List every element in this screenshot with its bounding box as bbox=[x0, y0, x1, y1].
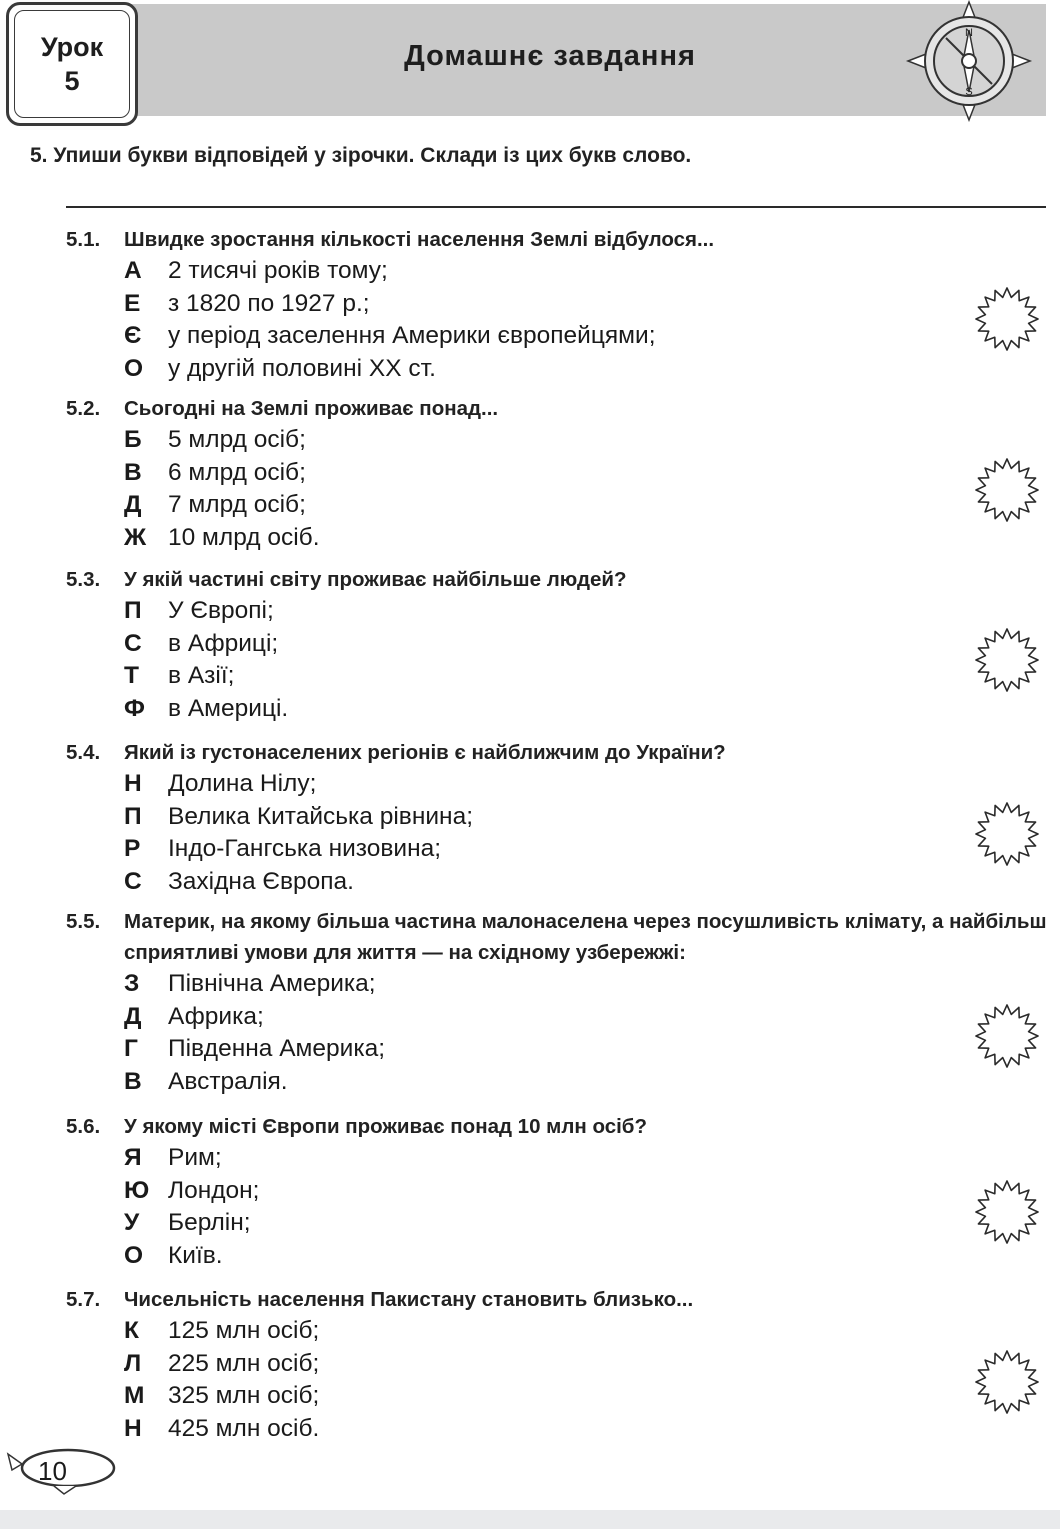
option-letter: Б bbox=[124, 426, 142, 453]
option-text: Західна Європа. bbox=[168, 867, 354, 895]
option-text: в Америці. bbox=[168, 694, 289, 722]
answer-option bbox=[124, 595, 1056, 628]
question-7 bbox=[66, 1284, 1056, 1445]
question-2 bbox=[66, 393, 1056, 554]
question-text: Який із густонаселених регіонів є найближчим до України? bbox=[124, 741, 726, 764]
answer-star-3[interactable] bbox=[972, 628, 1042, 692]
option-letter: П bbox=[124, 802, 142, 830]
option-letter: З bbox=[124, 970, 140, 997]
option-letter: П bbox=[124, 597, 142, 624]
answer-star-2[interactable] bbox=[972, 458, 1042, 522]
answer-option bbox=[124, 1175, 1056, 1208]
option-text: 225 млн осіб; bbox=[168, 1349, 320, 1377]
option-text: у другій половині XX ст. bbox=[168, 354, 436, 382]
answer-option bbox=[124, 968, 1056, 1001]
answer-option bbox=[124, 424, 1056, 457]
compass-icon bbox=[904, 0, 1034, 122]
option-letter: Ж bbox=[124, 523, 147, 551]
compass-north-label: N bbox=[965, 27, 973, 39]
option-letter: Г bbox=[124, 1035, 138, 1062]
option-text: Північна Америка; bbox=[168, 970, 376, 997]
option-letter: В bbox=[124, 1067, 142, 1095]
option-text: 6 млрд осіб; bbox=[168, 458, 306, 486]
question-number: 5.1. bbox=[66, 228, 101, 251]
question-number: 5.6. bbox=[66, 1115, 101, 1138]
option-text: Долина Нілу; bbox=[168, 770, 317, 797]
answer-line[interactable] bbox=[66, 206, 1046, 208]
question-number: 5.4. bbox=[66, 741, 101, 764]
question-4 bbox=[66, 737, 1056, 898]
option-letter: С bbox=[124, 867, 142, 895]
answer-option bbox=[124, 1001, 1056, 1034]
option-text: Рим; bbox=[168, 1144, 222, 1171]
answer-option bbox=[124, 1142, 1056, 1175]
answer-option bbox=[124, 255, 1056, 288]
option-text: 10 млрд осіб. bbox=[168, 523, 320, 551]
option-letter: С bbox=[124, 629, 142, 657]
answer-option bbox=[124, 489, 1056, 522]
option-text: в Азії; bbox=[168, 662, 235, 689]
option-letter: К bbox=[124, 1317, 139, 1344]
answer-option bbox=[124, 768, 1056, 801]
lesson-number: 5 bbox=[64, 66, 80, 96]
answer-star-4[interactable] bbox=[972, 802, 1042, 866]
option-text: Лондон; bbox=[168, 1176, 260, 1204]
option-text: Африка; bbox=[168, 1002, 264, 1030]
question-header bbox=[66, 737, 1056, 768]
answer-option bbox=[124, 628, 1056, 661]
answer-star-1[interactable] bbox=[972, 287, 1042, 351]
option-text: 2 тисячі років тому; bbox=[168, 257, 388, 284]
option-text: Південна Америка; bbox=[168, 1035, 386, 1062]
option-text: У Європі; bbox=[168, 597, 274, 624]
option-text: Берлін; bbox=[168, 1209, 251, 1236]
question-text: У якій частині світу проживає найбільше людей? bbox=[124, 568, 627, 591]
option-text: Індо-Гангська низовина; bbox=[168, 835, 442, 862]
answer-option bbox=[124, 866, 1056, 899]
answer-option bbox=[124, 1380, 1056, 1413]
answer-option bbox=[124, 522, 1056, 555]
option-letter: Д bbox=[124, 1002, 142, 1030]
answer-option bbox=[124, 660, 1056, 693]
question-header bbox=[66, 906, 1056, 968]
option-text: 7 млрд осіб; bbox=[168, 491, 306, 518]
answer-option bbox=[124, 1066, 1056, 1099]
option-letter: А bbox=[124, 257, 142, 284]
answer-option bbox=[124, 320, 1056, 353]
lesson-word: Урок bbox=[40, 32, 104, 62]
option-letter: Д bbox=[124, 491, 142, 518]
question-text: Сьогодні на Землі проживає понад... bbox=[124, 397, 499, 420]
question-3 bbox=[66, 564, 1056, 725]
option-text: з 1820 по 1927 р.; bbox=[168, 289, 370, 317]
option-letter: Р bbox=[124, 835, 141, 862]
option-text: 5 млрд осіб; bbox=[168, 426, 306, 453]
option-text: Велика Китайська рівнина; bbox=[168, 802, 474, 830]
question-number: 5.3. bbox=[66, 568, 101, 591]
answer-option bbox=[124, 1240, 1056, 1273]
question-header bbox=[66, 1111, 1056, 1142]
option-text: Австралія. bbox=[168, 1067, 288, 1095]
option-letter: Н bbox=[124, 770, 142, 797]
question-number: 5.2. bbox=[66, 397, 101, 420]
question-text: Чисельність населення Пакистану становить близько... bbox=[124, 1288, 694, 1311]
option-letter: У bbox=[124, 1209, 140, 1236]
question-5 bbox=[66, 906, 1056, 1098]
page-title: Домашнє завдання bbox=[404, 40, 696, 72]
option-letter: М bbox=[124, 1382, 145, 1409]
option-text: 425 млн осіб. bbox=[168, 1414, 320, 1442]
answer-star-6[interactable] bbox=[972, 1180, 1042, 1244]
option-letter: Ю bbox=[124, 1176, 150, 1204]
option-text: Київ. bbox=[168, 1241, 223, 1269]
answer-star-5[interactable] bbox=[972, 1004, 1042, 1068]
question-header bbox=[66, 393, 1056, 424]
question-text: Материк, на якому більша частина малонаселена через посушливість клімату, а найбільш сприятливі умови для життя — на східному узбережжі: bbox=[124, 910, 1047, 964]
answer-option bbox=[124, 457, 1056, 490]
question-header bbox=[66, 1284, 1056, 1315]
option-text: 125 млн осіб; bbox=[168, 1317, 320, 1344]
option-text: у період заселення Америки європейцями; bbox=[168, 322, 656, 349]
option-letter: О bbox=[124, 1241, 144, 1269]
answer-option bbox=[124, 1315, 1056, 1348]
answer-option bbox=[124, 1033, 1056, 1066]
option-letter: Є bbox=[124, 322, 142, 349]
option-text: 325 млн осіб; bbox=[168, 1382, 320, 1409]
answer-option bbox=[124, 288, 1056, 321]
answer-option bbox=[124, 353, 1056, 386]
answer-option bbox=[124, 1413, 1056, 1446]
question-number: 5.7. bbox=[66, 1288, 101, 1311]
footer-band bbox=[0, 1510, 1060, 1529]
answer-option bbox=[124, 1207, 1056, 1240]
option-letter: В bbox=[124, 458, 142, 486]
answer-option bbox=[124, 693, 1056, 726]
question-6 bbox=[66, 1111, 1056, 1272]
question-number: 5.5. bbox=[66, 910, 101, 933]
page-number: 10 bbox=[38, 1456, 67, 1486]
option-letter: О bbox=[124, 354, 144, 382]
option-letter: Л bbox=[124, 1349, 142, 1377]
question-header bbox=[66, 224, 1056, 255]
answer-star-7[interactable] bbox=[972, 1350, 1042, 1414]
option-text: в Африці; bbox=[168, 629, 279, 657]
answer-option bbox=[124, 833, 1056, 866]
option-letter: Е bbox=[124, 289, 141, 317]
option-letter: Н bbox=[124, 1414, 142, 1442]
compass-south-label: S bbox=[965, 86, 973, 98]
option-letter: Т bbox=[124, 662, 139, 689]
question-1 bbox=[66, 224, 1056, 385]
lesson-badge bbox=[6, 2, 138, 126]
answer-option bbox=[124, 1348, 1056, 1381]
question-text: У якому місті Європи проживає понад 10 млн осіб? bbox=[124, 1115, 647, 1138]
task-title: 5. Упиши букви відповідей у зірочки. Склади із цих букв слово. bbox=[30, 144, 692, 167]
question-header bbox=[66, 564, 1056, 595]
option-letter: Я bbox=[124, 1144, 142, 1171]
answer-option bbox=[124, 801, 1056, 834]
option-letter: Ф bbox=[124, 694, 145, 722]
question-text: Швидке зростання кількості населення Землі відбулося... bbox=[124, 228, 715, 251]
